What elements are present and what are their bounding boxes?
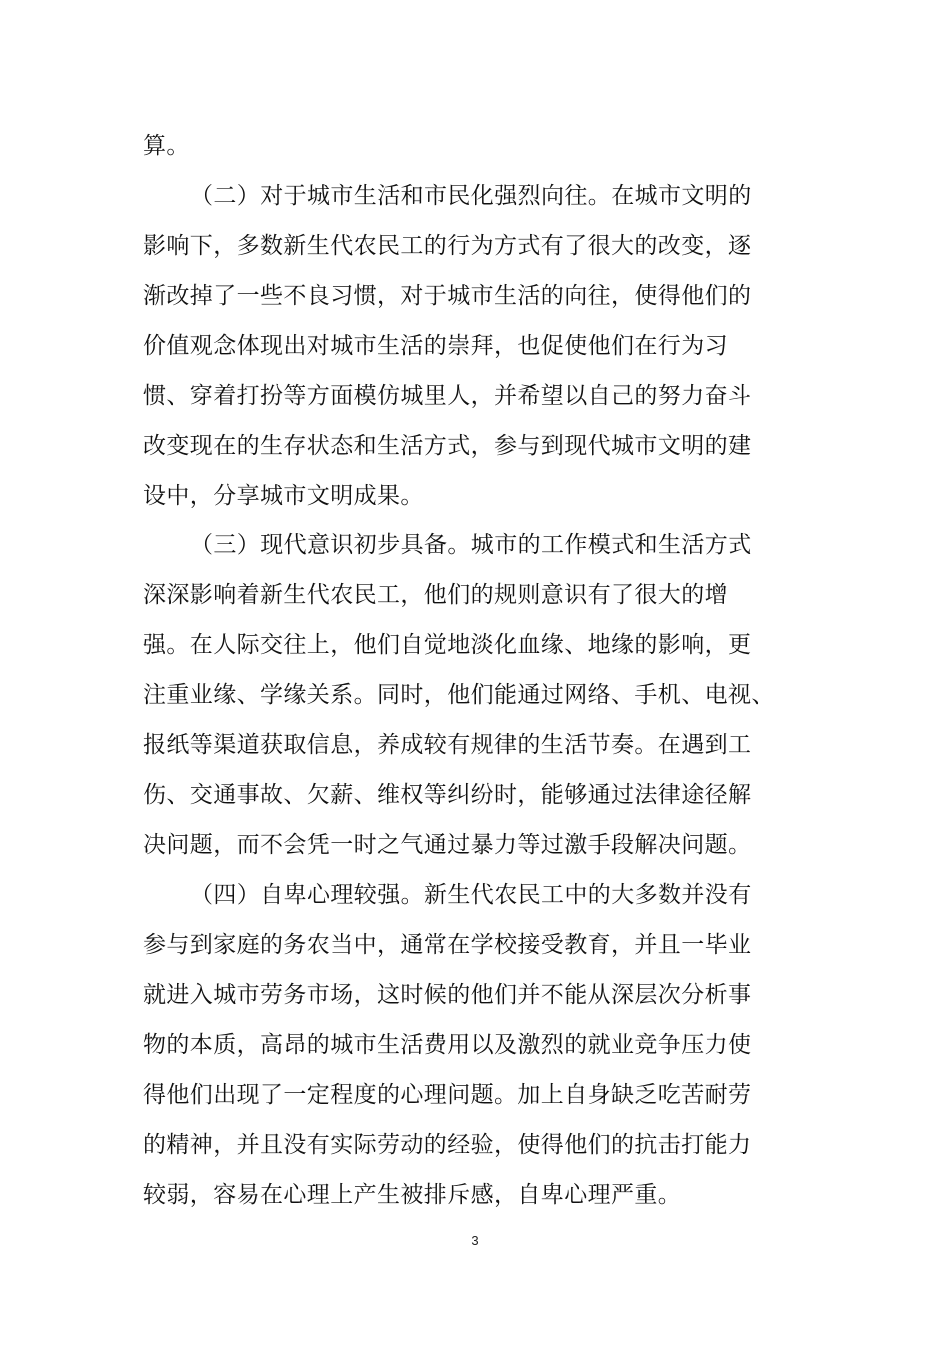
text-line: 物的本质，高昂的城市生活费用以及激烈的就业竞争压力使 (143, 1032, 752, 1058)
text-line: 得他们出现了一定程度的心理问题。加上自身缺乏吃苦耐劳 (143, 1082, 752, 1108)
paragraph-heading-2: （二）对于城市生活和市民化强烈向往。在城市文明的 (190, 183, 752, 209)
text-line: 的精神，并且没有实际劳动的经验，使得他们的抗击打能力 (143, 1132, 752, 1158)
text-line: 注重业缘、学缘关系。同时，他们能通过网络、手机、电视、 (143, 682, 775, 708)
text-line: 深深影响着新生代农民工，他们的规则意识有了很大的增 (143, 582, 728, 608)
page-number: 3 (471, 1233, 479, 1248)
text-line: 渐改掉了一些不良习惯，对于城市生活的向往，使得他们的 (143, 283, 752, 309)
text-line: 影响下，多数新生代农民工的行为方式有了很大的改变，逐 (143, 233, 752, 259)
text-line: 决问题，而不会凭一时之气通过暴力等过激手段解决问题。 (143, 832, 752, 858)
text-line: 价值观念体现出对城市生活的崇拜，也促使他们在行为习 (143, 333, 728, 359)
text-line: 就进入城市劳务市场，这时候的他们并不能从深层次分析事 (143, 982, 752, 1008)
paragraph-heading-4: （四）自卑心理较强。新生代农民工中的大多数并没有 (190, 882, 752, 908)
text-line: 算。 (143, 133, 190, 159)
text-line: 强。在人际交往上，他们自觉地淡化血缘、地缘的影响，更 (143, 632, 752, 658)
text-line: 惯、穿着打扮等方面模仿城里人，并希望以自己的努力奋斗 (143, 383, 752, 409)
text-line: 改变现在的生存状态和生活方式，参与到现代城市文明的建 (143, 433, 752, 459)
text-line: 参与到家庭的务农当中，通常在学校接受教育，并且一毕业 (143, 932, 752, 958)
text-line: 较弱，容易在心理上产生被排斥感，自卑心理严重。 (143, 1182, 682, 1208)
paragraph-heading-3: （三）现代意识初步具备。城市的工作模式和生活方式 (190, 532, 752, 558)
text-line: 伤、交通事故、欠薪、维权等纠纷时，能够通过法律途径解 (143, 782, 752, 808)
text-line: 设中，分享城市文明成果。 (143, 483, 424, 509)
text-line: 报纸等渠道获取信息，养成较有规律的生活节奏。在遇到工 (143, 732, 752, 758)
